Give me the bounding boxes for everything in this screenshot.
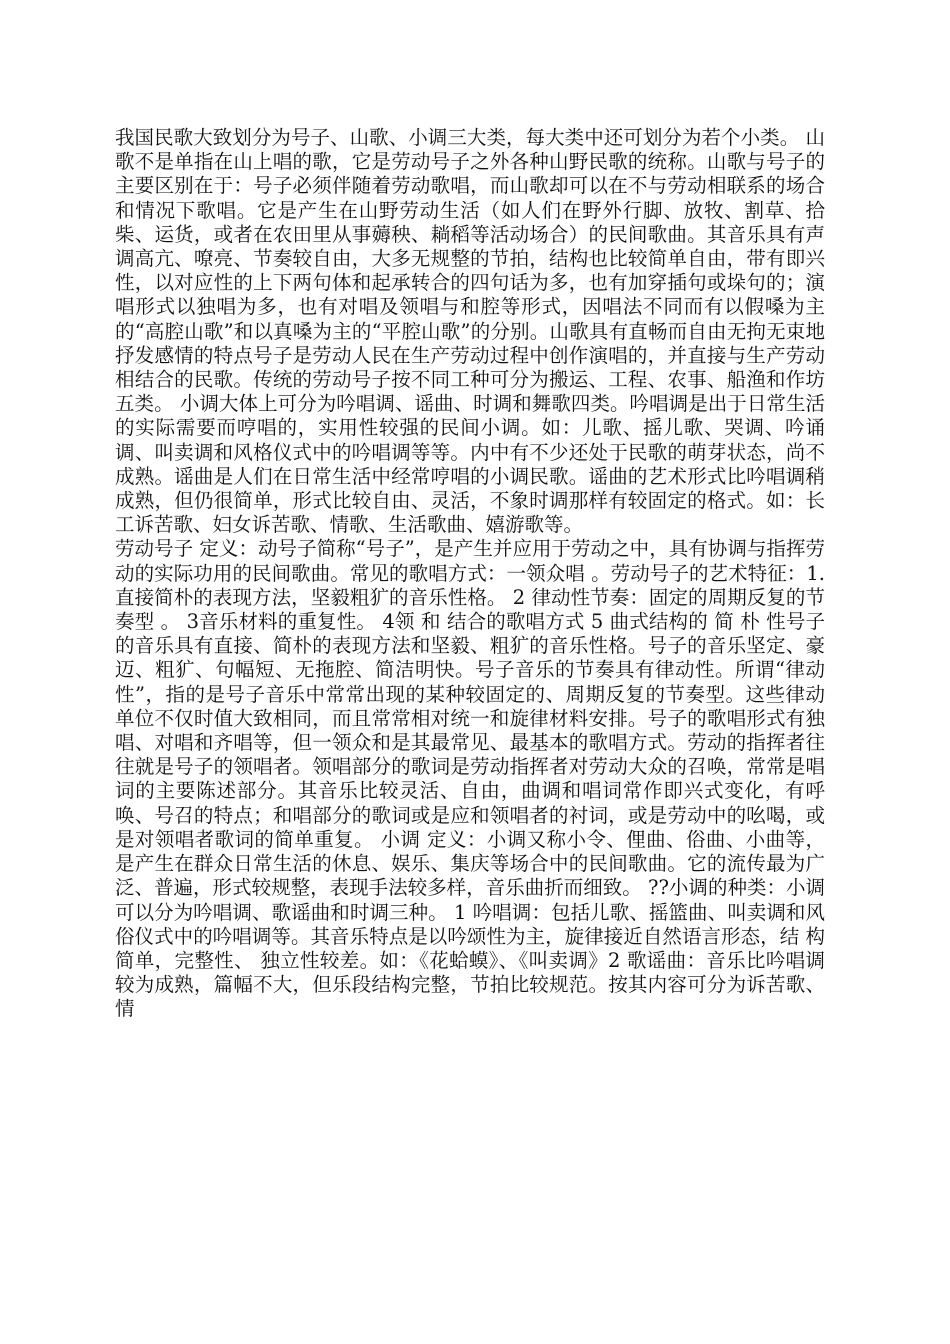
paragraph-labor-work-songs: 劳动号子 定义：动号子简称“号子”，是产生并应用于劳动之中，具有协调与指挥劳动的实际功用的民间歌曲。常见的歌唱方式：一领众唱 。劳动号子的艺术特征：1. 直接简朴的表现方法，坚毅粗犷的音乐性格。 2 律动性节奏：固定的周期反复的节奏型 。 3音乐材料的重复性。 4领 和 结合的歌唱方式 5 曲式结构的 简 朴 性号子的音乐具有直接、简朴的表现方法和坚毅、粗犷的音乐性格。号子的音乐坚定、豪迈、粗犷、句幅短、无拖腔、简洁明快。号子音乐的节奏具有律动性。所谓“律动性”，指的是号子音乐中常常出现的某种较固定的、周期反复的节奏型。这些律动单位不仅时值大致相同，而且常常相对统一和旋律材料安排。号子的歌唱形式有独唱、对唱和齐唱等，但一领众和是其最常见、最基本的歌唱方式。劳动的指挥者往往就是号子的领唱者。领唱部分的歌词是劳动指挥者对劳动大众的召唤，常常是唱词的主要陈述部分。其音乐比较灵活、自由，曲调和唱词常作即兴式变化，有呼唤、号召的特点；和唱部分的歌词或是应和领唱者的衬词，或是劳动中的吆喝，或是对领唱者歌词的简单重复。 小调 定义：小调又称小令、俚曲、俗曲、小曲等，是产生在群众日常生活的休息、娱乐、集庆等场合中的民间歌曲。它的流传最为广泛、普遍，形式较规整，表现手法较多样，音乐曲折而细致。 ??小调的种类：小调可以分为吟唱调、歌谣曲和时调三种。 1 吟唱调：包括儿歌、摇篮曲、叫卖调和风俗仪式中的吟唱调等。其音乐特点是以吟颂性为主，旋律接近自然语言形态，结 构简单，完整性、 独立性较差。如：《花蛤蟆》、《叫卖调》2 歌谣曲：音乐比吟唱调较为成熟，篇幅不大，但乐段结构完整，节拍比较规范。按其内容可分为诉苦歌、情: [115, 537, 825, 1021]
document-body: [115, 126, 825, 1022]
paragraph-folk-song-categories: 我国民歌大致划分为号子、山歌、小调三大类，每大类中还可划分为若个小类。 山歌不是单指在山上唱的歌，它是劳动号子之外各种山野民歌的统称。山歌与号子的主要区别在于：号子必须伴随着劳动歌唱，而山歌却可以在不与劳动相联系的场合和情况下歌唱。它是产生在山野劳动生活（如人们在野外行脚、放牧、割草、拾柴、运货，或者在农田里从事薅秧、耥稻等活动场合）的民间歌曲。其音乐具有声调高亢、嘹亮、节奏较自由，大多无规整的节拍，结构也比较简单自由，带有即兴性，以对应性的上下两句体和起承转合的四句话为多，也有加穿插句或垛句的；演唱形式以独唱为多，也有对唱及领唱与和腔等形式，因唱法不同而有以假嗓为主的“高腔山歌”和以真嗓为主的“平腔山歌”的分别。山歌具有直畅而自由无拘无束地抒发感情的特点号子是劳动人民在生产劳动过程中创作演唱的，并直接与生产劳动相结合的民歌。传统的劳动号子按不同工种可分为搬运、工程、农事、船渔和作坊五类。 小调大体上可分为吟唱调、谣曲、时调和舞歌四类。吟唱调是出于日常生活的实际需要而哼唱的，实用性较强的民间小调。如：儿歌、摇儿歌、哭调、吟诵调、叫卖调和风格仪式中的吟唱调等等。内中有不少还处于民歌的萌芽状态，尚不成熟。谣曲是人们在日常生活中经常哼唱的小调民歌。谣曲的艺术形式比吟唱调稍成熟，但仍很简单，形式比较自由、灵活，不象时调那样有较固定的格式。如：长工诉苦歌、妇女诉苦歌、情歌、生活歌曲、嬉游歌等。: [115, 126, 825, 537]
